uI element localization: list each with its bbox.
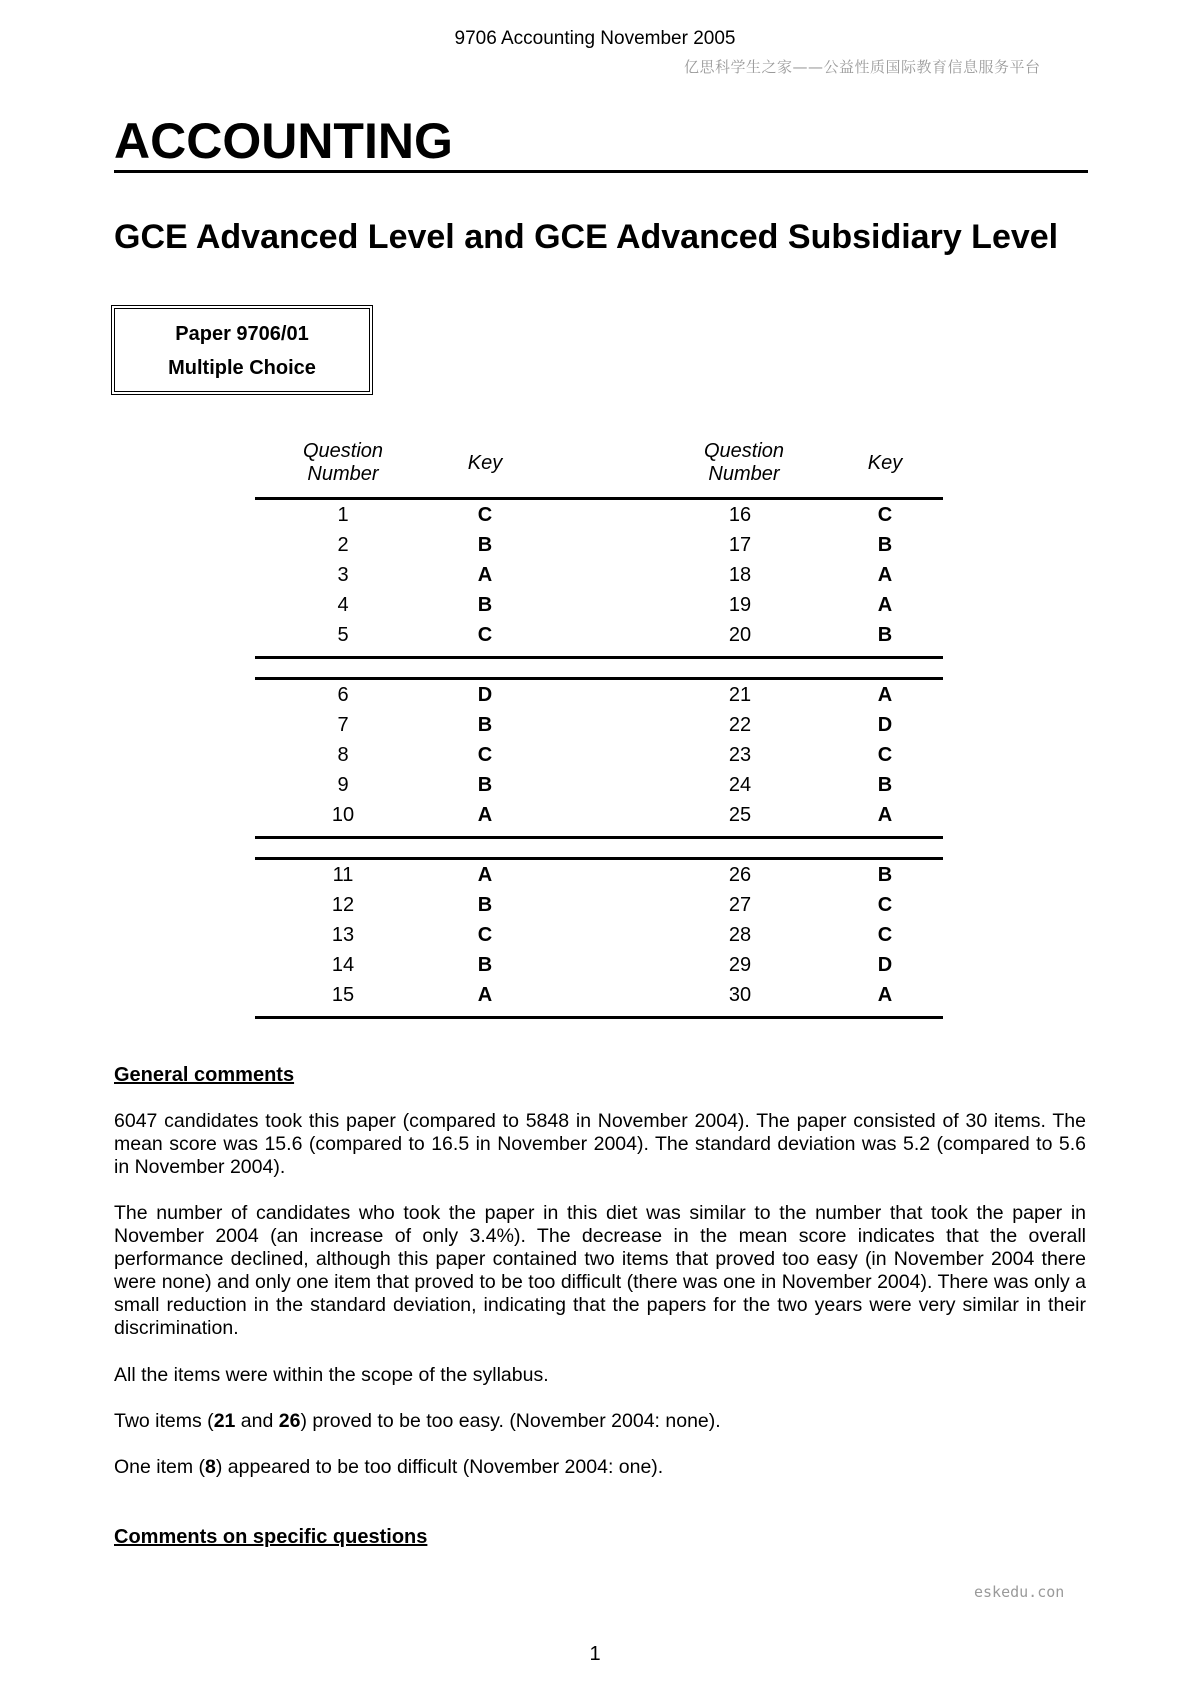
question-number: 28 [728, 924, 752, 946]
question-number: 9 [337, 774, 349, 796]
question-number: 27 [728, 894, 752, 916]
paper-info-box [111, 305, 373, 395]
answer-key: A [477, 864, 493, 886]
answer-key: A [877, 804, 893, 826]
question-number: 13 [331, 924, 355, 946]
question-number: 21 [728, 684, 752, 706]
question-header-line2: Number [307, 463, 379, 485]
table-rule [255, 836, 943, 839]
general-comments-heading: General comments [114, 1064, 295, 1086]
page-number: 1 [589, 1643, 601, 1665]
text: One item ( [114, 1456, 206, 1478]
question-number: 17 [728, 534, 752, 556]
item-number: 26 [278, 1410, 301, 1432]
answer-key: A [477, 804, 493, 826]
question-number: 20 [728, 624, 752, 646]
item-number: 8 [205, 1456, 216, 1478]
item-number: 21 [213, 1410, 236, 1432]
specific-questions-heading: Comments on specific questions [114, 1526, 428, 1548]
question-number-header-left [283, 440, 403, 486]
answer-key: D [477, 684, 493, 706]
general-comments-paragraph: 6047 candidates took this paper (compared to 5848 in November 2004). The paper consisted of 30 items. The mean score was 15.6 (compared to 16.5 in November 2004). The standard deviation was 5.2 (compared to 5.6 in November 2004). [114, 1110, 1086, 1178]
answer-key: B [477, 594, 493, 616]
question-number: 22 [728, 714, 752, 736]
question-number: 10 [331, 804, 355, 826]
page-subtitle: GCE Advanced Level and GCE Advanced Subsidiary Level [114, 218, 1059, 256]
question-number: 16 [728, 504, 752, 526]
question-number: 3 [337, 564, 349, 586]
question-number-header-right [684, 440, 804, 486]
answer-key: C [877, 504, 893, 526]
answer-key: D [877, 714, 893, 736]
answer-key: B [477, 714, 493, 736]
question-number: 12 [331, 894, 355, 916]
answer-key: A [477, 564, 493, 586]
question-number: 25 [728, 804, 752, 826]
question-header-line2: Number [708, 463, 780, 485]
answer-key: C [877, 894, 893, 916]
key-header-right: Key [867, 452, 903, 474]
question-number: 1 [337, 504, 349, 526]
table-rule [255, 1016, 943, 1019]
title-divider [114, 170, 1088, 173]
table-rule [255, 677, 943, 680]
general-comments-paragraph: The number of candidates who took the paper in this diet was similar to the number that took the paper in November 2004 (an increase of only 3.4%). The decrease in the mean score indicates that the overall performance declined, although this paper contained two items that proved too easy (in November 2004 there were none) and only one item that proved to be too difficult (there was one in November 2004). There was only a small reduction in the standard deviation, indicating that the papers for the two years were very similar in their discrimination. [114, 1202, 1086, 1339]
footer-watermark: eskedu.con [974, 1583, 1065, 1601]
question-number: 2 [337, 534, 349, 556]
answer-key: A [877, 984, 893, 1006]
answer-key: C [477, 924, 493, 946]
answer-key: B [877, 624, 893, 646]
answer-key: B [477, 894, 493, 916]
question-header-line1: Question [302, 440, 384, 462]
question-number: 5 [337, 624, 349, 646]
header-watermark: 亿思科学生之家——公益性质国际教育信息服务平台 [684, 58, 1041, 76]
question-number: 30 [728, 984, 752, 1006]
answer-key: D [877, 954, 893, 976]
question-number: 15 [331, 984, 355, 1006]
page-title: ACCOUNTING [114, 113, 453, 169]
question-number: 19 [728, 594, 752, 616]
answer-key: C [877, 744, 893, 766]
question-number: 24 [728, 774, 752, 796]
answer-key: A [877, 594, 893, 616]
question-number: 14 [331, 954, 355, 976]
answer-key: A [877, 684, 893, 706]
answer-key: B [877, 774, 893, 796]
question-number: 26 [728, 864, 752, 886]
paper-code: Paper 9706/01 [175, 323, 309, 345]
question-header-line1: Question [703, 440, 785, 462]
question-number: 7 [337, 714, 349, 736]
text: and [235, 1410, 279, 1432]
table-rule [255, 857, 943, 860]
answer-key: C [477, 624, 493, 646]
difficult-items-paragraph [114, 1456, 1086, 1479]
question-number: 23 [728, 744, 752, 766]
answer-key: C [877, 924, 893, 946]
question-number: 18 [728, 564, 752, 586]
answer-key: B [877, 534, 893, 556]
answer-key: B [877, 864, 893, 886]
key-header-left: Key [467, 452, 503, 474]
answer-key: B [477, 954, 493, 976]
question-number: 11 [332, 864, 354, 886]
question-number: 8 [337, 744, 349, 766]
answer-key: B [477, 774, 493, 796]
paper-type: Multiple Choice [168, 357, 316, 379]
answer-key: B [477, 534, 493, 556]
running-header: 9706 Accounting November 2005 [454, 28, 736, 49]
text: ) appeared to be too difficult (November 2004: one). [215, 1456, 664, 1478]
answer-key: C [477, 504, 493, 526]
answer-key: A [477, 984, 493, 1006]
table-rule [255, 656, 943, 659]
text: Two items ( [114, 1410, 214, 1432]
question-number: 29 [728, 954, 752, 976]
easy-items-paragraph [114, 1410, 1086, 1433]
answer-key: C [477, 744, 493, 766]
general-comments-paragraph: All the items were within the scope of the syllabus. [114, 1364, 549, 1386]
question-number: 6 [337, 684, 349, 706]
text: ) proved to be too easy. (November 2004: none). [300, 1410, 721, 1432]
table-rule [255, 497, 943, 500]
question-number: 4 [337, 594, 349, 616]
answer-key: A [877, 564, 893, 586]
